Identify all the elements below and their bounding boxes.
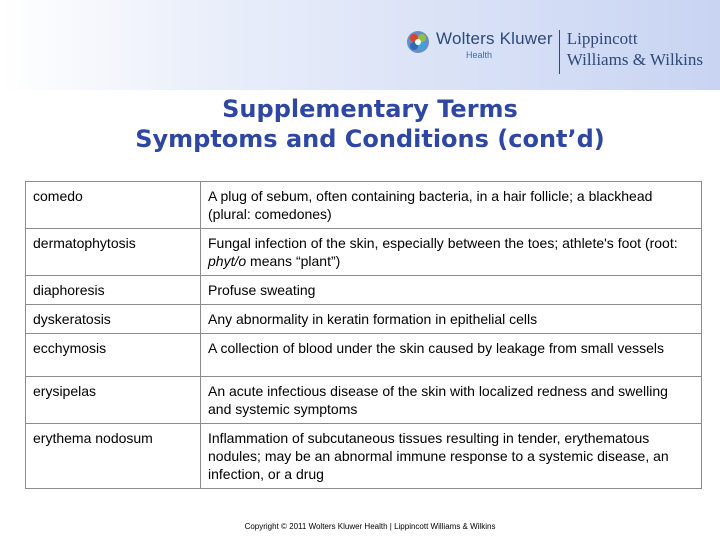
table-row xyxy=(26,229,702,276)
definition-text: A collection of blood under the skin caused by leakage from small vessels xyxy=(208,340,665,356)
definition-cell xyxy=(201,229,702,276)
term-cell: erysipelas xyxy=(26,377,201,424)
definition-cell xyxy=(201,276,702,305)
table-row xyxy=(26,377,702,424)
definition-cell xyxy=(201,377,702,424)
root-term: phyt/o xyxy=(208,253,247,269)
terms-table xyxy=(25,181,702,489)
header-band xyxy=(0,0,720,90)
definition-cell xyxy=(201,424,702,489)
table-row xyxy=(26,424,702,489)
definition-text: Inflammation of subcutaneous tissues resulting in tender, erythematous nodules; may be an abnormal immune response to a systemic disease, an infection, or a drug xyxy=(208,430,669,482)
partner-logo xyxy=(567,28,703,70)
term-cell: diaphoresis xyxy=(26,276,201,305)
logo-divider xyxy=(559,30,560,74)
term-cell: ecchymosis xyxy=(26,334,201,377)
definition-text: An acute infectious disease of the skin with localized redness and swelling and systemic symptoms xyxy=(208,383,668,417)
brand-sub: Health xyxy=(466,50,493,60)
definition-text: Any abnormality in keratin formation in epithelial cells xyxy=(208,311,538,327)
definition-text: A plug of sebum, often containing bacteria, in a hair follicle; a blackhead (plural: comedones) xyxy=(208,188,653,222)
definition-text: Fungal infection of the skin, especially between the toes; athlete's foot (root: xyxy=(208,235,678,251)
term-cell: dermatophytosis xyxy=(26,229,201,276)
copyright-footer: Copyright © 2011 Wolters Kluwer Health | Lippincott Williams & Wilkins xyxy=(244,522,496,531)
term-cell: dyskeratosis xyxy=(26,305,201,334)
partner-line1: Lippincott xyxy=(566,29,638,48)
definition-text: Profuse sweating xyxy=(208,282,316,298)
table-row xyxy=(26,305,702,334)
wolters-kluwer-logo-icon xyxy=(406,30,430,54)
term-cell: erythema nodosum xyxy=(26,424,201,489)
table-row xyxy=(26,182,702,229)
brand-name: Wolters Kluwer xyxy=(436,29,553,48)
term-cell: comedo xyxy=(26,182,201,229)
definition-text: means “plant”) xyxy=(246,253,341,269)
slide-title xyxy=(0,94,720,154)
definition-cell xyxy=(201,182,702,229)
definition-cell xyxy=(201,334,702,377)
table-row xyxy=(26,276,702,305)
partner-line2: Williams & Wilkins xyxy=(566,50,704,69)
table-row xyxy=(26,334,702,377)
title-line1: Supplementary Terms xyxy=(222,95,518,123)
publisher-logo xyxy=(406,28,703,78)
definition-cell xyxy=(201,305,702,334)
title-line2: Symptoms and Conditions (cont’d) xyxy=(135,125,605,153)
